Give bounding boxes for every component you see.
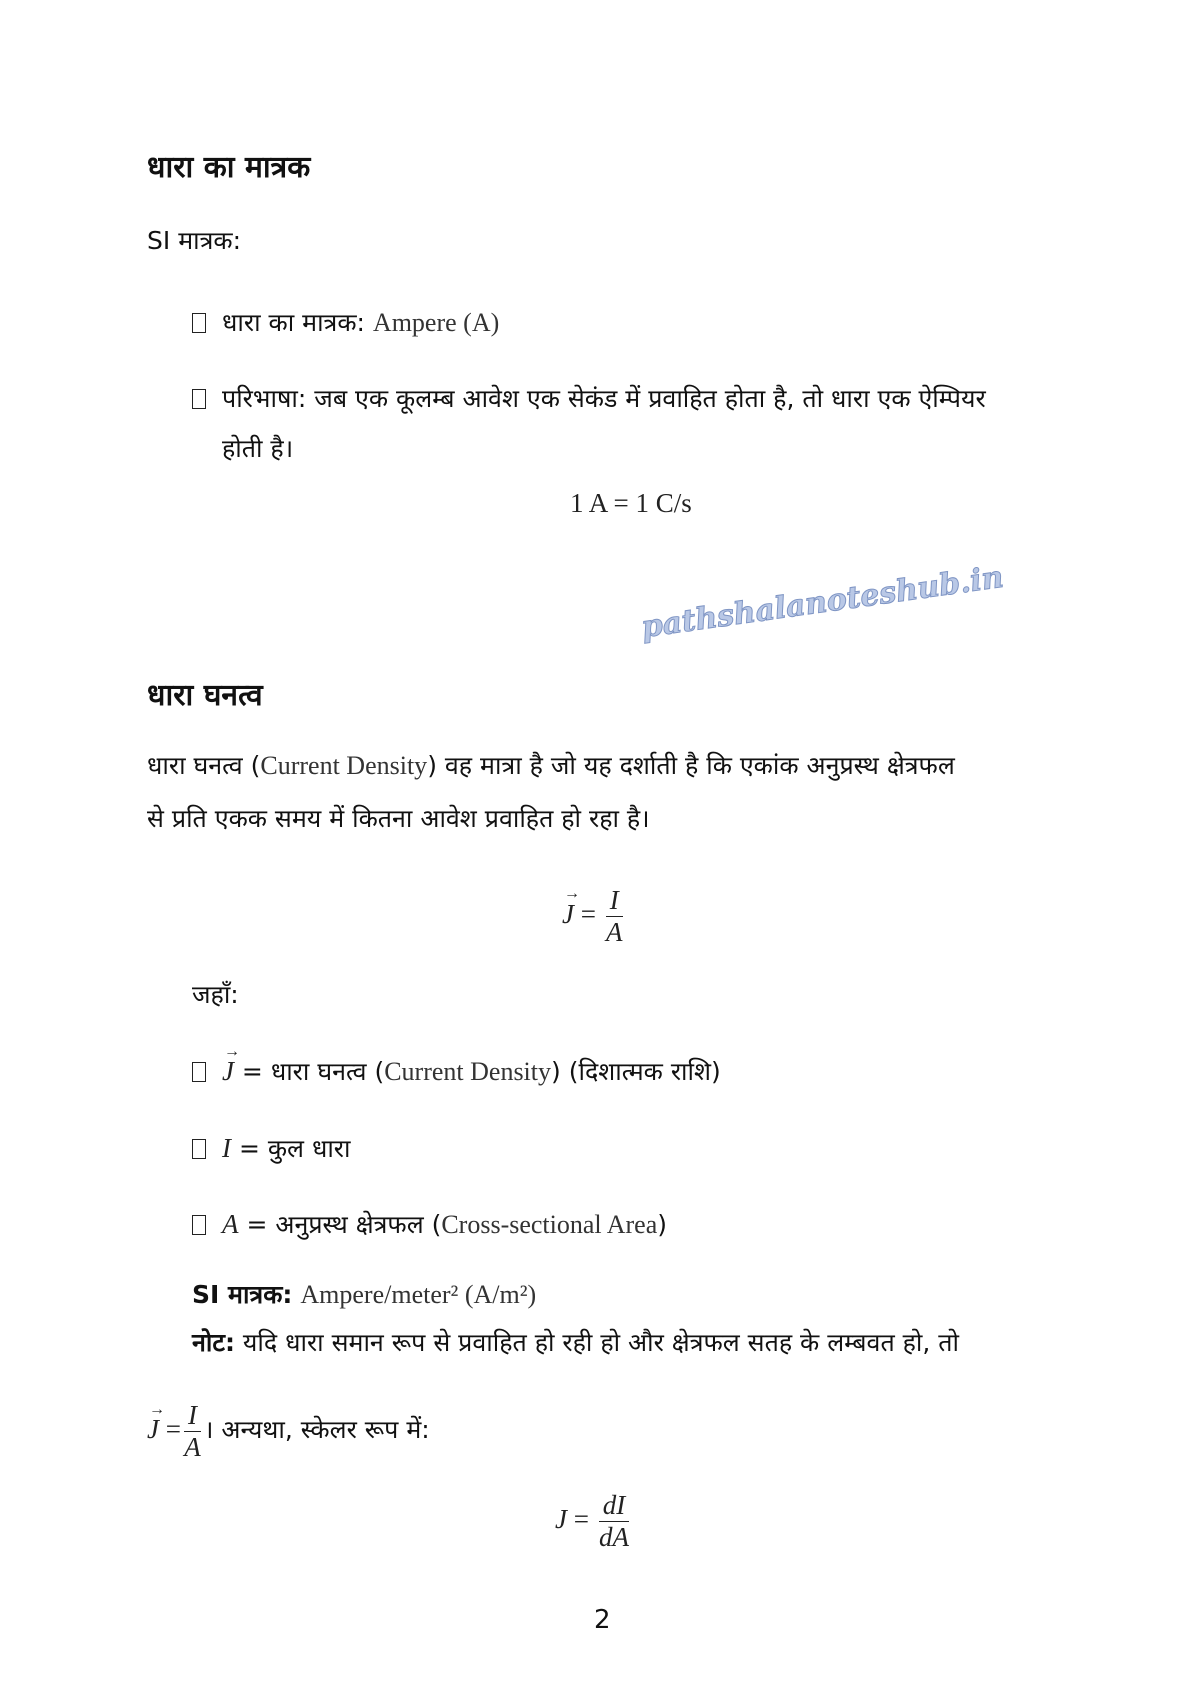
bullet-icon	[192, 389, 206, 409]
note-text: । अन्यथा, स्केलर रूप में:	[203, 1414, 430, 1444]
list-item	[192, 1135, 351, 1162]
symbol: I	[222, 1133, 231, 1163]
list-item-value: Ampere (A)	[372, 308, 500, 337]
list-item-text: जब एक कूलम्ब आवेश एक सेकंड में प्रवाहित होता है, तो धारा एक ऐम्पियर	[314, 384, 986, 413]
def-text: = धारा घनत्व (	[233, 1057, 385, 1086]
note-text: यदि धारा समान रूप से प्रवाहित हो रही हो और क्षेत्रफल सतह के लम्बवत हो, तो	[242, 1328, 960, 1357]
eq-denominator: dA	[598, 1522, 629, 1553]
bullet-icon	[192, 1215, 206, 1235]
equation-ampere: 1 A = 1 C/s	[570, 488, 692, 518]
heading-current-density: धारा घनत्व	[147, 678, 263, 713]
symbol: A	[222, 1209, 239, 1239]
si-unit-label: SI मात्रक:	[192, 1280, 293, 1309]
eq-lhs: → J	[562, 899, 574, 930]
list-item-label: धारा का मात्रक:	[222, 308, 365, 337]
si-unit-value: Ampere/meter² (A/m²)	[300, 1280, 537, 1309]
def-text: = अनुप्रस्थ क्षेत्रफल (	[238, 1210, 442, 1239]
eq-numerator: I	[606, 885, 623, 917]
def-text: ) (दिशात्मक राशि)	[551, 1057, 721, 1086]
def-latin: Current Density	[384, 1057, 552, 1086]
si-unit-label	[147, 228, 241, 253]
list-item-label: परिभाषा:	[222, 384, 307, 413]
note-label: नोट:	[192, 1328, 235, 1357]
para-latin: Current Density	[260, 751, 428, 780]
equation-current-density: → J = $\frac{I}{A}$	[562, 885, 626, 948]
def-text: )	[657, 1210, 667, 1239]
eq-denominator: A	[184, 1432, 201, 1463]
bullet-icon	[192, 313, 206, 333]
symbol: → J	[222, 1058, 234, 1085]
bullet-icon	[192, 1139, 206, 1159]
note	[192, 1330, 959, 1355]
watermark: pathshalanoteshub.in	[639, 559, 1006, 646]
paragraph-line2: से प्रति एकक समय में कितना आवेश प्रवाहित हो रहा है।	[147, 804, 650, 833]
para-text: ) वह मात्रा है जो यह दर्शाती है कि एकांक अनुप्रस्थ क्षेत्रफल	[427, 751, 955, 780]
page-number: 2	[594, 1605, 611, 1635]
list-item	[192, 1058, 721, 1085]
bullet-icon	[192, 1062, 206, 1082]
list-item	[192, 1211, 667, 1238]
paragraph	[147, 753, 955, 779]
para-text: धारा घनत्व (	[147, 751, 261, 780]
eq-lhs: → J	[147, 1416, 159, 1443]
eq-denominator: A	[605, 917, 623, 948]
def-latin: Cross-sectional Area	[441, 1210, 658, 1239]
si-unit-text: SI मात्रक:	[147, 226, 242, 255]
equation-scalar-density: J = $\frac{dI}{dA}$	[555, 1490, 629, 1553]
eq-lhs: J	[555, 1503, 567, 1534]
si-unit-line	[192, 1282, 536, 1308]
def-text: = कुल धारा	[231, 1134, 351, 1163]
eq-numerator: I	[184, 1400, 201, 1432]
note-line2: → J = $\frac{I}{A}$ । अन्यथा, स्केलर रूप में:	[147, 1400, 430, 1463]
list-item	[192, 386, 986, 411]
list-item	[192, 310, 499, 336]
heading-unit-of-current: धारा का मात्रक	[147, 150, 311, 185]
eq-numerator: dI	[599, 1490, 630, 1522]
list-item-continuation: होती है।	[222, 434, 294, 463]
where-label: जहाँ:	[192, 980, 239, 1009]
